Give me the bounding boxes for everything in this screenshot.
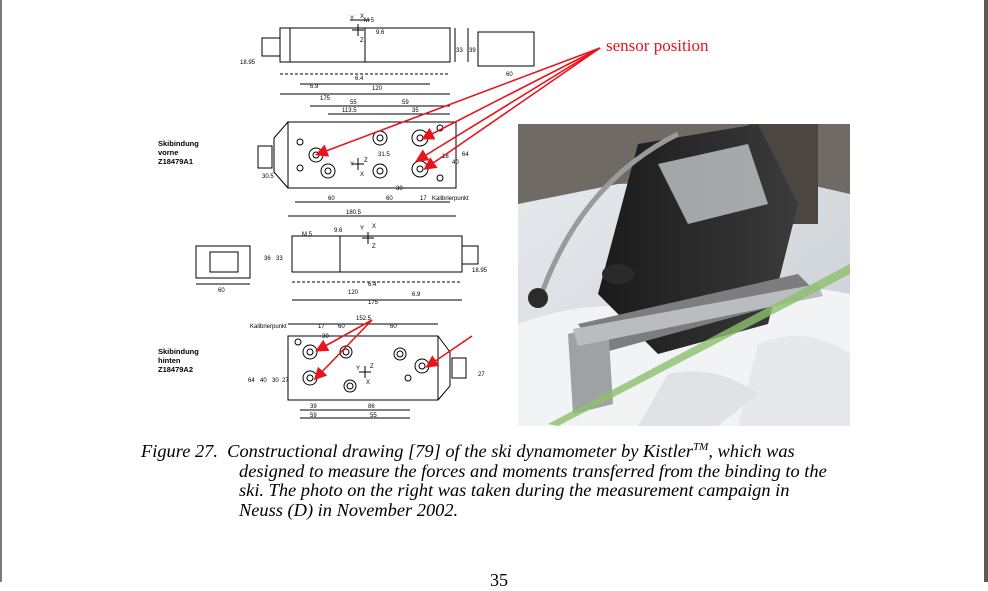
axis-y-front: Y bbox=[350, 162, 355, 168]
dim-40-front: 40 bbox=[452, 160, 459, 166]
dim-27-rear-a: 27 bbox=[282, 378, 289, 384]
axis-x-rear: X bbox=[366, 380, 371, 386]
dim-86-rear: 86 bbox=[368, 404, 375, 410]
dim-9.6-top: 9.6 bbox=[376, 30, 385, 36]
caption-line-1 bbox=[141, 442, 901, 462]
drawing-svg bbox=[150, 6, 513, 428]
dim-6.9-top: 6.9 bbox=[310, 84, 319, 90]
dim-30.5-front: 30.5 bbox=[262, 174, 274, 180]
dim-33-mid: 33 bbox=[276, 256, 283, 262]
axis-x-top: X bbox=[360, 14, 365, 20]
dim-59-rear: 59 bbox=[310, 413, 317, 419]
dim-55-rear: 55 bbox=[370, 413, 377, 419]
caption-line-2: designed to measure the forces and moments transferred from the binding to the bbox=[239, 460, 827, 481]
dim-18-front: 18 bbox=[442, 154, 449, 160]
sensor-position-label: sensor position bbox=[606, 36, 709, 55]
dim-30-rear-v: 30 bbox=[272, 378, 279, 384]
front-label-line3: Z18479A1 bbox=[158, 157, 194, 166]
dim-36-mid: 36 bbox=[264, 256, 271, 262]
dim-6.4-top: 6.4 bbox=[355, 76, 364, 82]
dim-60-mid: 60 bbox=[218, 288, 225, 294]
dim-35-front: 35 bbox=[412, 108, 419, 114]
dim-39-top: 39 bbox=[469, 48, 476, 54]
dim-152.5-rear: 152.5 bbox=[356, 316, 372, 322]
axis-y-top: Y bbox=[350, 16, 355, 22]
dim-9.6-mid: 9.6 bbox=[334, 228, 343, 234]
front-label-line1: Skibindung bbox=[158, 139, 199, 148]
axis-x-mid: X bbox=[372, 224, 377, 230]
dim-59-front: 59 bbox=[402, 100, 409, 106]
page-number: 35 bbox=[490, 570, 508, 590]
caption-line-3: ski. The photo on the right was taken during the measurement campaign in bbox=[239, 480, 790, 501]
axis-z-mid: Z bbox=[372, 244, 376, 250]
calibration-point-rear: Kalibrierpunkt bbox=[250, 324, 287, 330]
dim-60-rear-a: 60 bbox=[338, 324, 345, 330]
dim-18.95-top: 18.95 bbox=[240, 60, 256, 66]
dim-6.4-mid: 6.4 bbox=[368, 282, 377, 288]
caption-line-4: Neuss (D) in November 2002. bbox=[239, 499, 459, 520]
axis-z-front: Z bbox=[364, 158, 368, 164]
front-binding-label bbox=[158, 139, 199, 166]
front-label-line2: vorne bbox=[158, 148, 179, 157]
dim-120-mid: 120 bbox=[348, 290, 359, 296]
dim-180.5-front: 180.5 bbox=[346, 210, 362, 216]
dim-60-top: 60 bbox=[506, 72, 513, 78]
binding-photo-svg bbox=[518, 124, 850, 426]
dim-40-rear: 40 bbox=[260, 378, 267, 384]
dim-175-top: 175 bbox=[320, 96, 331, 102]
dim-30-rear: 30 bbox=[322, 334, 329, 340]
dim-27-rear-b: 27 bbox=[478, 372, 485, 378]
dim-60-rear-b: 60 bbox=[390, 324, 397, 330]
dim-17-rear: 17 bbox=[318, 324, 325, 330]
dim-33-top: 33 bbox=[456, 48, 463, 54]
trademark-superscript: TM bbox=[693, 441, 709, 453]
axis-y-mid: Y bbox=[360, 226, 365, 232]
dim-113.5-front: 113.5 bbox=[342, 108, 357, 114]
dim-31.5-front: 31.5 bbox=[378, 152, 390, 158]
dim-30-front: 30 bbox=[396, 186, 403, 192]
dim-60-front-a: 60 bbox=[328, 196, 335, 202]
dim-120-top: 120 bbox=[372, 86, 383, 92]
dim-39-rear: 39 bbox=[310, 404, 317, 410]
dim-175-mid: 175 bbox=[368, 300, 379, 306]
axis-x-front: X bbox=[360, 172, 365, 178]
dim-64-front: 64 bbox=[462, 152, 469, 158]
viewer-frame-right bbox=[984, 0, 988, 582]
rear-label-line2: hinten bbox=[158, 356, 181, 365]
dim-6.9-mid: 6.9 bbox=[412, 292, 421, 298]
dim-18.95-mid: 18.95 bbox=[472, 268, 488, 274]
axis-z-top: Z bbox=[360, 38, 364, 44]
dim-17-front: 17 bbox=[420, 196, 427, 202]
dim-m5-mid: M 5 bbox=[302, 232, 313, 238]
dim-64-rear: 64 bbox=[248, 378, 255, 384]
binding-photo bbox=[518, 124, 850, 426]
dim-55-front: 55 bbox=[350, 100, 357, 106]
constructional-drawing bbox=[150, 6, 513, 428]
rear-label-line3: Z18479A2 bbox=[158, 365, 194, 374]
dim-m5-top: M 5 bbox=[364, 18, 375, 24]
dim-60-front-b: 60 bbox=[386, 196, 393, 202]
axis-y-rear: Y bbox=[356, 366, 361, 372]
caption-prefix: Figure 27. bbox=[141, 441, 218, 461]
axis-z-rear: Z bbox=[370, 364, 374, 370]
caption-text-1: Constructional drawing [79] of the ski dynamometer by Kistler bbox=[227, 441, 694, 461]
calibration-point-front: Kalibrierpunkt bbox=[432, 196, 469, 202]
caption-text-1-end: , which was bbox=[708, 441, 795, 461]
rear-label-line1: Skibindung bbox=[158, 347, 199, 356]
figure-caption bbox=[141, 442, 901, 520]
rear-binding-label bbox=[158, 347, 199, 374]
